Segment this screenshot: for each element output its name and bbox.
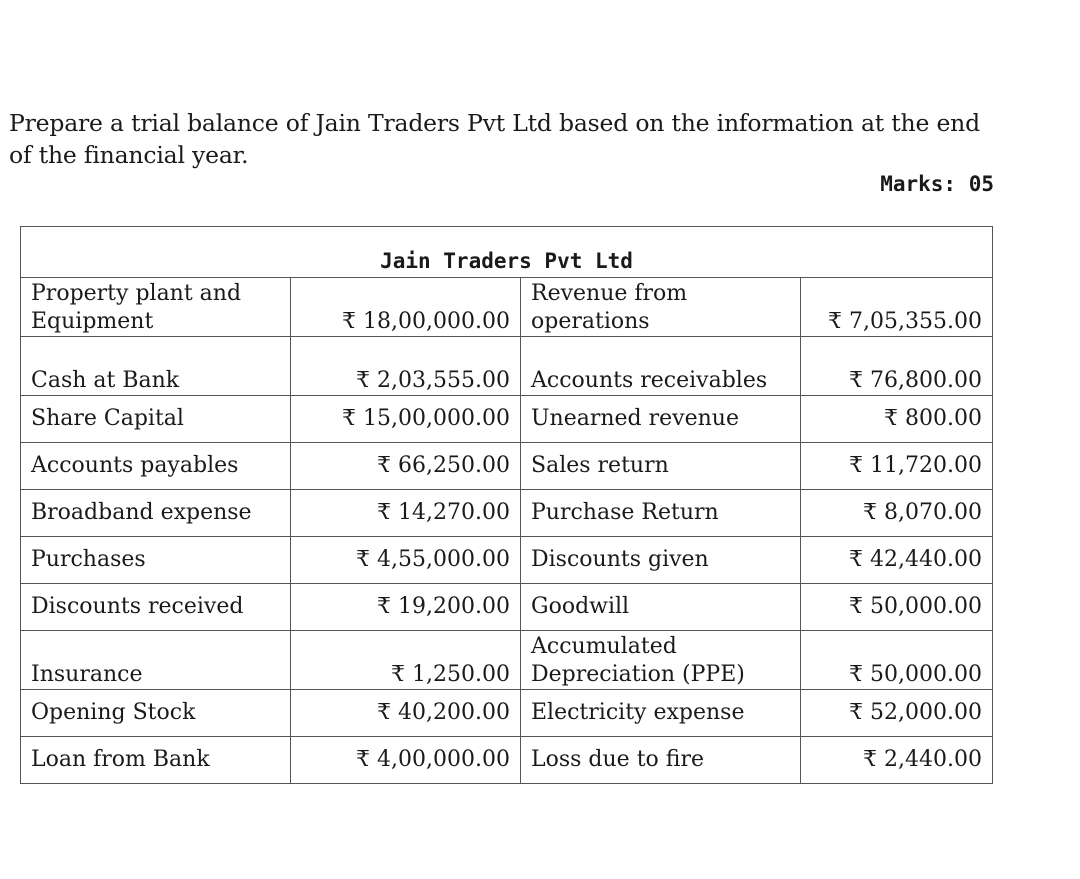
table-title-row — [21, 227, 993, 278]
table-row — [21, 396, 993, 443]
left-amount: ₹ 14,270.00 — [291, 490, 521, 537]
left-amount: ₹ 19,200.00 — [291, 584, 521, 631]
right-amount: ₹ 7,05,355.00 — [801, 278, 993, 337]
right-amount: ₹ 42,440.00 — [801, 537, 993, 584]
left-amount: ₹ 66,250.00 — [291, 443, 521, 490]
table-row — [21, 584, 993, 631]
left-label: Discounts received — [21, 584, 291, 631]
right-amount: ₹ 8,070.00 — [801, 490, 993, 537]
right-label: Accumulated Depreciation (PPE) — [521, 631, 801, 690]
table-row — [21, 337, 993, 396]
left-amount: ₹ 4,00,000.00 — [291, 737, 521, 784]
left-label: Loan from Bank — [21, 737, 291, 784]
table-row — [21, 278, 993, 337]
table-row — [21, 490, 993, 537]
marks-label: Marks: 05 — [880, 172, 994, 196]
right-label: Revenue from operations — [521, 278, 801, 337]
table-row — [21, 631, 993, 690]
table-row — [21, 443, 993, 490]
left-amount: ₹ 2,03,555.00 — [291, 337, 521, 396]
left-label: Share Capital — [21, 396, 291, 443]
left-amount: ₹ 15,00,000.00 — [291, 396, 521, 443]
right-label: Discounts given — [521, 537, 801, 584]
right-label: Electricity expense — [521, 690, 801, 737]
right-amount: ₹ 50,000.00 — [801, 584, 993, 631]
right-label: Loss due to fire — [521, 737, 801, 784]
left-label: Insurance — [21, 631, 291, 690]
right-label: Accounts receivables — [521, 337, 801, 396]
right-amount: ₹ 11,720.00 — [801, 443, 993, 490]
table-title: Jain Traders Pvt Ltd — [21, 227, 993, 278]
table-row — [21, 737, 993, 784]
left-amount: ₹ 1,250.00 — [291, 631, 521, 690]
left-label: Property plant and Equipment — [21, 278, 291, 337]
left-amount: ₹ 40,200.00 — [291, 690, 521, 737]
left-label: Opening Stock — [21, 690, 291, 737]
right-amount: ₹ 2,440.00 — [801, 737, 993, 784]
right-amount: ₹ 76,800.00 — [801, 337, 993, 396]
left-label: Broadband expense — [21, 490, 291, 537]
right-amount: ₹ 50,000.00 — [801, 631, 993, 690]
left-label: Accounts payables — [21, 443, 291, 490]
left-amount: ₹ 18,00,000.00 — [291, 278, 521, 337]
table-row — [21, 537, 993, 584]
right-label: Sales return — [521, 443, 801, 490]
right-label: Unearned revenue — [521, 396, 801, 443]
right-label: Purchase Return — [521, 490, 801, 537]
left-label: Cash at Bank — [21, 337, 291, 396]
table-row — [21, 690, 993, 737]
left-label: Purchases — [21, 537, 291, 584]
question-text: Prepare a trial balance of Jain Traders Pvt Ltd based on the information at the end of the financial year. — [9, 109, 980, 169]
right-label: Goodwill — [521, 584, 801, 631]
left-amount: ₹ 4,55,000.00 — [291, 537, 521, 584]
right-amount: ₹ 52,000.00 — [801, 690, 993, 737]
right-amount: ₹ 800.00 — [801, 396, 993, 443]
trial-balance-table — [20, 226, 993, 784]
